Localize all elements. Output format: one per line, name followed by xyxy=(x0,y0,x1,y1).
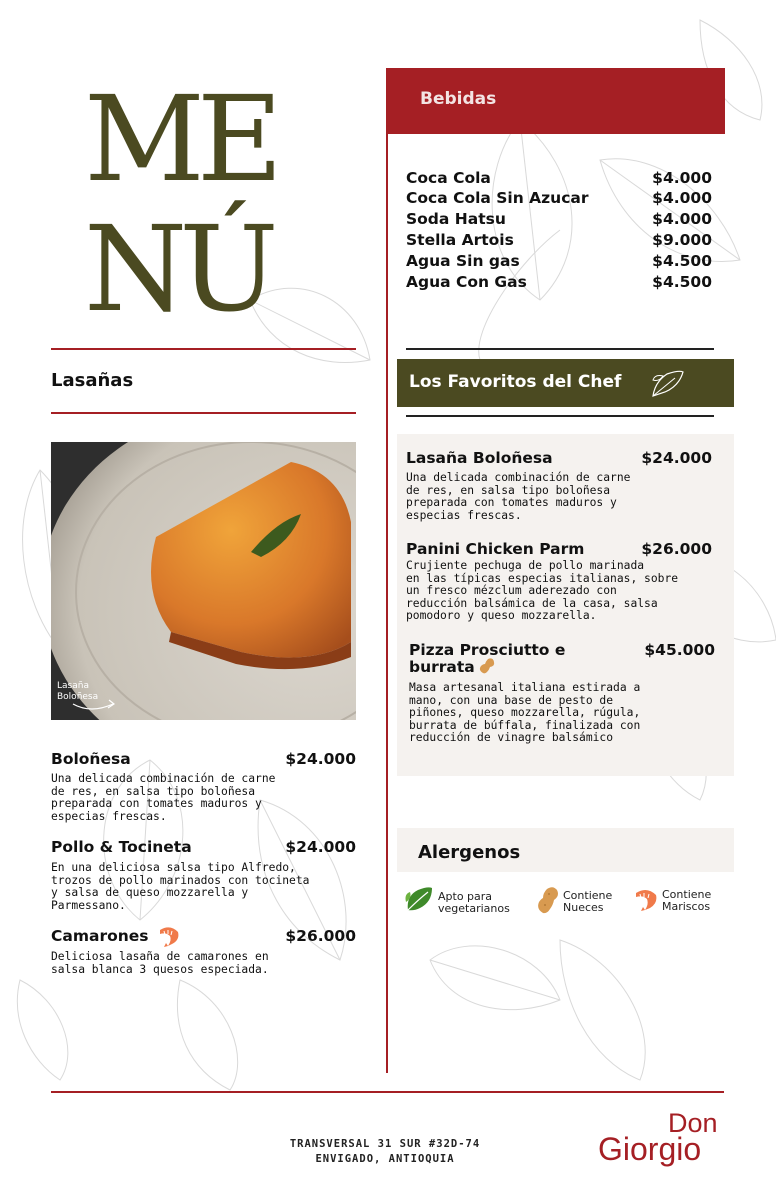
photo-caption-line2: Boloñesa xyxy=(57,692,99,702)
basil-leaf-icon xyxy=(649,366,685,400)
address xyxy=(240,1137,530,1167)
lasana-name: Boloñesa xyxy=(51,750,131,768)
chef-item-name-line1: Pizza Prosciutto e xyxy=(409,641,566,659)
divider xyxy=(51,348,356,350)
brand-logo-top: Don xyxy=(668,1108,718,1138)
divider xyxy=(406,348,714,350)
alergenos-header xyxy=(397,828,734,872)
allergen-label: Apto para vegetarianos xyxy=(438,890,510,915)
chef-item-desc: Una delicada combinación de carne de res, en salsa tipo boloñesa preparada con tomates maduros y especias frescas. xyxy=(406,471,631,522)
chef-item-desc: Crujiente pechuga de pollo marinada en las típicas especias italianas, sobre un fresco mézclum aderezado con reducción balsámica de la casa, salsa pomodoro y queso mozzarella. xyxy=(406,559,679,623)
bebida-row: Stella Artois $9.000 xyxy=(406,231,712,249)
footer-divider xyxy=(51,1091,724,1093)
chef-header xyxy=(397,359,734,407)
brand-logo-bottom: Giorgio xyxy=(598,1131,702,1167)
section-title-alergenos: Alergenos xyxy=(418,842,521,863)
chef-item-name-line2: burrata xyxy=(409,658,475,676)
bebida-row: Agua Sin gas $4.500 xyxy=(406,252,712,270)
lasana-desc: Una delicada combinación de carne de res, en salsa tipo boloñesa preparada con tomates maduros y especias frescas. xyxy=(51,772,276,823)
menu-title-line2: NÚ xyxy=(84,200,271,338)
chef-item-price: $24.000 xyxy=(641,449,712,467)
lasana-name: Camarones xyxy=(51,927,149,945)
shrimp-icon xyxy=(156,924,182,948)
lasana-price: $24.000 xyxy=(285,838,356,856)
lasana-price: $24.000 xyxy=(285,750,356,768)
lasana-name: Pollo & Tocineta xyxy=(51,838,192,856)
bebida-row: Soda Hatsu $4.000 xyxy=(406,210,712,228)
lasagna-photo xyxy=(51,442,356,720)
chef-item-desc: Masa artesanal italiana estirada a mano, con una base de pesto de piñones, queso mozzarella, rúgula, burrata de búffala, finalizada con reducción de vinagre balsámico xyxy=(409,681,641,745)
divider xyxy=(51,412,356,414)
lasana-desc: En una deliciosa salsa tipo Alfredo, trozos de pollo marinados con tocineta y salsa de queso mozzarella y Parmessano. xyxy=(51,861,310,912)
bebida-row: Coca Cola $4.000 xyxy=(406,169,712,187)
section-title-lasanas: Lasañas xyxy=(51,370,134,391)
leaf-icon xyxy=(404,884,434,914)
chef-item-price: $26.000 xyxy=(641,540,712,558)
shrimp-icon xyxy=(632,886,660,912)
bebidas-header xyxy=(387,68,725,134)
bebida-row: Coca Cola Sin Azucar $4.000 xyxy=(406,189,712,207)
chef-item-price: $45.000 xyxy=(644,641,715,659)
lasana-price: $26.000 xyxy=(285,927,356,945)
allergen-label: Contiene Mariscos xyxy=(662,888,712,913)
allergen-label: Contiene Nueces xyxy=(563,889,613,914)
chef-item-name: Panini Chicken Parm xyxy=(406,540,585,558)
peanut-icon xyxy=(535,885,561,915)
lasana-desc: Deliciosa lasaña de camarones en salsa blanca 3 quesos especiada. xyxy=(51,950,269,976)
address-line1: TRANSVERSAL 31 SUR #32D-74 xyxy=(289,1138,481,1150)
bebida-row: Agua Con Gas $4.500 xyxy=(406,273,712,291)
address-line2: ENVIGADO, ANTIOQUIA xyxy=(315,1153,455,1165)
section-title-chef: Los Favoritos del Chef xyxy=(409,372,622,392)
peanut-icon xyxy=(478,657,496,675)
column-divider xyxy=(386,68,388,1073)
divider xyxy=(406,415,714,417)
chef-item-name: Lasaña Boloñesa xyxy=(406,449,553,467)
menu-title-line1: ME xyxy=(84,70,275,208)
section-title-bebidas: Bebidas xyxy=(420,89,497,109)
photo-caption-line1: Lasaña xyxy=(57,681,89,691)
